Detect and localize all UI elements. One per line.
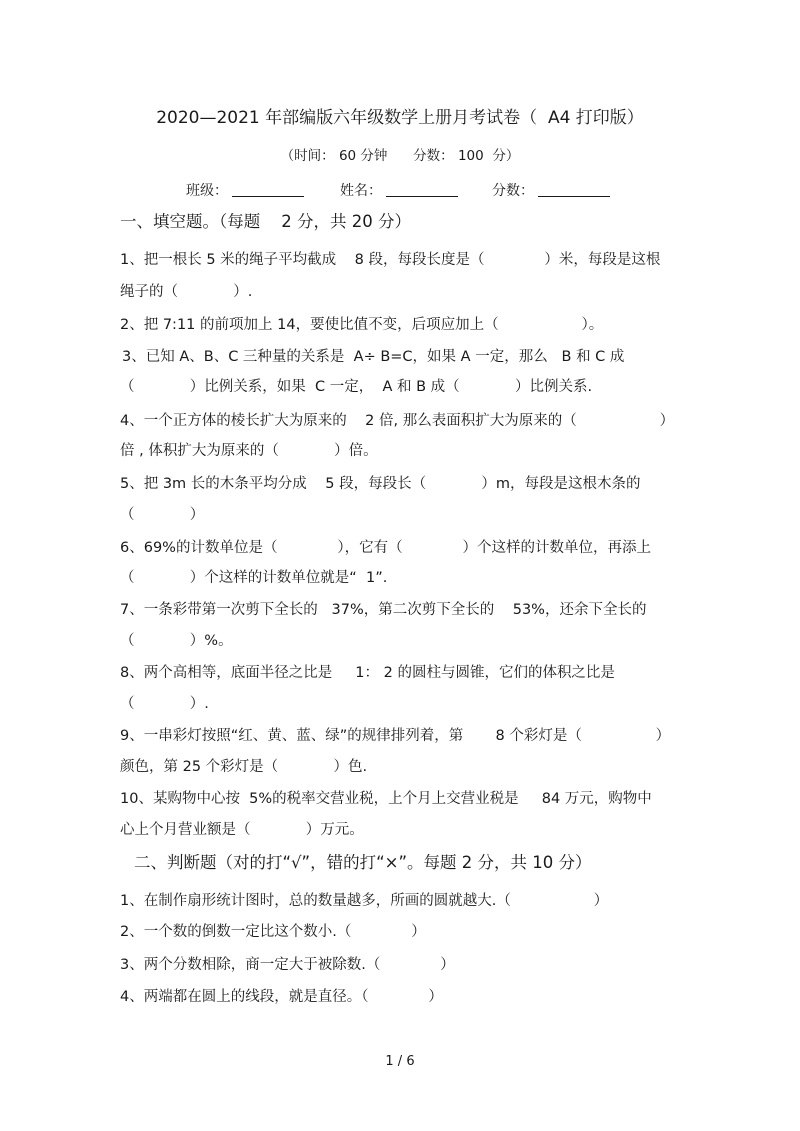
question-line: （ ）比例关系，如果 C 一定， A 和 B 成（ ）比例关系.: [120, 379, 593, 395]
question-line: 3、已知 A、B、C 三种量的关系是 A÷ B=C，如果 A 一定，那么 B 和 C 成: [122, 349, 625, 365]
question-line: 10、某购物中心按 5%的税率交营业税，上个月上交营业税是 84 万元，购物中: [120, 791, 652, 807]
score-field: [492, 181, 610, 201]
question-line: 绳子的（ ）.: [120, 284, 253, 300]
question-line: 4、两端都在圆上的线段，就是直径。（ ）: [120, 989, 443, 1005]
score-blank: [538, 182, 610, 197]
question-line: （ ）.: [120, 696, 209, 712]
question-line: 2、把 7:11 的前项加上 14，要使比值不变，后项应加上（ ）。: [120, 317, 604, 333]
question-line: 2、一个数的倒数一定比这个数小.（ ）: [120, 924, 426, 940]
name-field: [340, 181, 458, 201]
exam-title: 2020—2021 年部编版六年级数学上册月考试卷（ A4 打印版）: [156, 108, 644, 128]
question-line: 3、两个分数相除，商一定大于被除数.（ ）: [120, 957, 455, 973]
name-label: 姓名：: [340, 183, 382, 199]
question-line: 7、一条彩带第一次剪下全长的 37%，第二次剪下全长的 53%，还余下全长的: [120, 602, 647, 618]
question-line: （ ）%。: [120, 633, 233, 649]
question-line: （ ）个这样的计数单位就是“ 1”.: [120, 570, 388, 586]
question-line: 心上个月营业额是（ ）万元。: [120, 822, 364, 838]
question-line: 1、把一根长 5 米的绳子平均截成 8 段，每段长度是（ ）米，每段是这根: [120, 252, 661, 268]
page-number: 1 / 6: [385, 1054, 415, 1069]
question-line: 1、在制作扇形统计图时，总的数量越多，所画的圆就越大.（ ）: [120, 893, 609, 909]
class-label: 班级：: [186, 183, 228, 199]
question-line: 倍 , 体积扩大为原来的（ ）倍。: [120, 443, 378, 459]
name-blank: [386, 182, 458, 197]
score-label: 分数：: [492, 183, 534, 199]
question-line: 8、两个高相等，底面半径之比是 1： 2 的圆柱与圆锥，它们的体积之比是: [120, 665, 615, 681]
section-2-heading: 二、判断题（对的打“√”，错的打“×”。每题 2 分，共 10 分）: [134, 853, 592, 872]
question-line: （ ）: [120, 507, 205, 523]
question-line: 6、69%的计数单位是（ ），它有（ ）个这样的计数单位，再添上: [120, 540, 652, 556]
question-line: 颜色，第 25 个彩灯是（ ）色.: [120, 759, 368, 775]
question-line: 5、把 3m 长的木条平均分成 5 段，每段长（ ）m，每段是这根木条的: [120, 476, 641, 492]
class-blank: [232, 182, 304, 197]
section-1-heading: 一、填空题。（每题 2 分，共 20 分）: [120, 212, 411, 231]
question-line: 4、一个正方体的棱长扩大为原来的 2 倍, 那么表面积扩大为原来的（ ）: [120, 413, 675, 429]
question-line: 9、一串彩灯按照“红、黄、蓝、绿”的规律排列着，第 8 个彩灯是（ ）: [120, 728, 671, 744]
class-field: [186, 181, 304, 201]
exam-time-score: （时间： 60 分钟 分数： 100 分）: [280, 148, 520, 164]
